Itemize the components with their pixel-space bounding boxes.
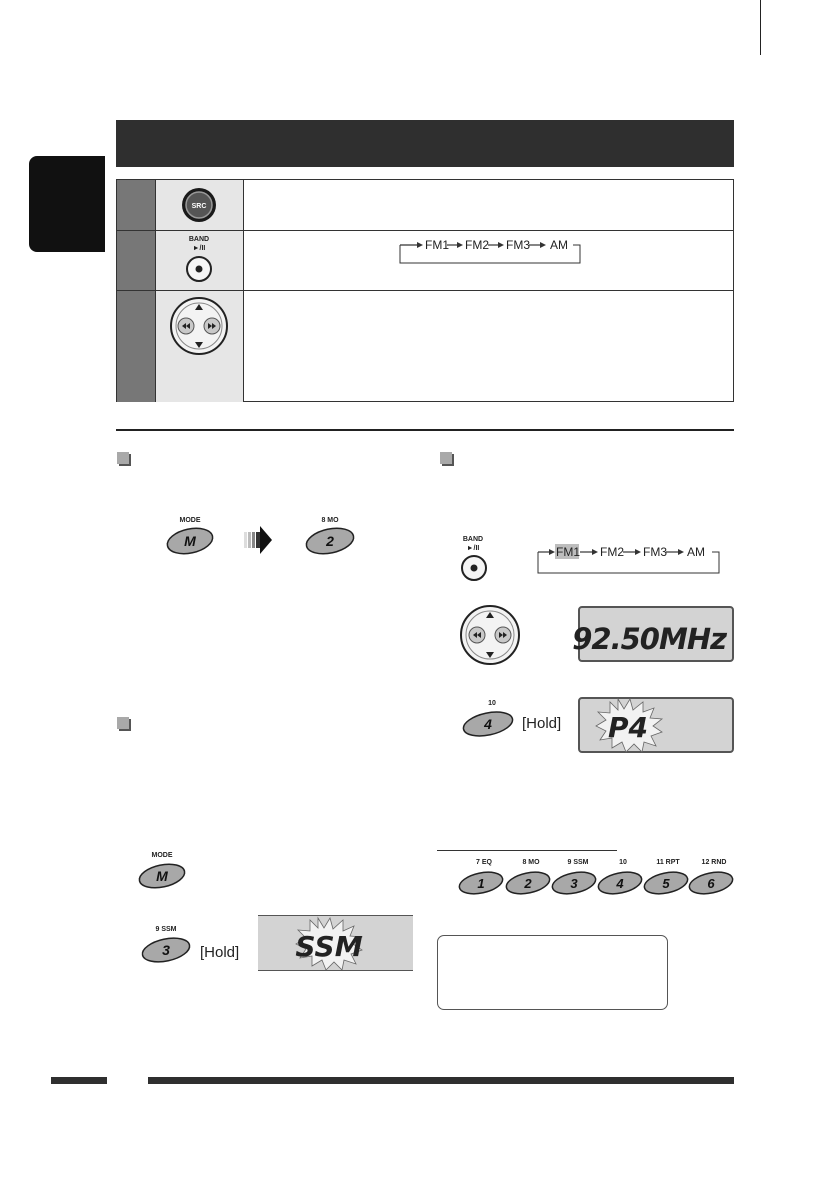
note-box [437,935,668,1010]
band-cycle-diagram-2 [535,542,725,576]
preset-3-number: 3 [570,876,578,891]
section-header-bar [116,120,734,167]
section-bullet-tune [440,452,452,464]
preset-button-5 [642,859,689,897]
preset-6-number: 6 [707,876,715,891]
preset-5-number: 5 [662,876,670,891]
mo-label: 8 MO [321,517,339,524]
section-bullet-ssm [117,717,129,729]
p4-flash-graphic [580,699,732,769]
language-tab [29,156,105,252]
mode-button-letter: M [156,868,168,884]
cut-line [760,0,761,55]
src-label: SRC [191,203,207,210]
preset-4-number: 4 [616,876,624,891]
preset-2-number: 2 [524,876,532,891]
table-row-band [117,231,733,291]
operation-table [116,179,734,402]
hold-label: [Hold] [200,944,240,961]
band-fm3: FM3 [643,545,667,559]
preset-2-number: 2 [326,533,334,549]
preset-button-4 [596,859,643,897]
preset-3-label: 9 SSM [567,859,589,866]
frequency-display-text: 92.50MHz [572,622,726,656]
icon-cell [156,180,244,230]
band-button [455,533,505,585]
play-pause-label: ►/II [466,545,480,552]
band-fm3: FM3 [506,238,530,252]
band-cycle-diagram [395,237,585,269]
p4-display-text: P4 [607,711,649,744]
ssm-display [258,915,413,971]
step-number-cell [117,291,156,402]
ssm-flash-graphic [258,916,413,970]
preset-1-number: 1 [477,876,485,891]
src-button-icon [156,180,244,230]
preset-button-3 [550,859,597,897]
band-am: AM [687,545,705,559]
band-label: BAND [188,236,210,243]
footer-bar-right [148,1077,734,1084]
band-fm1: FM1 [425,238,449,252]
control-dial-icon [458,603,522,667]
preset-4-number: 4 [484,716,492,732]
band-fm2: FM2 [465,238,489,252]
table-row-source [117,180,733,231]
section-bullet-mono [117,452,129,464]
mode-label: MODE [151,852,173,859]
mono-step-diagram [150,512,380,557]
ssm-label: 9 SSM [155,926,177,933]
frequency-display [572,606,734,662]
preset-6-label: 12 RND [701,859,727,866]
footer-bar-left [51,1077,107,1084]
preset-buttons-row [456,856,736,904]
band-fm1-highlighted: FM1 [556,545,580,559]
preset-button-2 [504,859,551,897]
mode-label: MODE [179,517,201,524]
band-am: AM [550,238,568,252]
hold-label: [Hold] [522,715,562,732]
control-dial-icon [156,291,244,361]
preset-2-label: 8 MO [522,859,540,866]
preset-1-label: 7 EQ [476,859,492,866]
step-number-cell [117,180,156,230]
preset-button-6 [687,859,734,897]
preset-display [578,697,734,753]
step-number-cell [117,231,156,290]
icon-cell [156,231,244,290]
preset-button-1 [457,859,504,897]
preset-5-label: 11 RPT [656,859,680,866]
band-fm2: FM2 [600,545,624,559]
preset-3-number: 3 [162,942,170,958]
preset-hold-step [458,697,568,745]
reference-underline [437,850,617,851]
ssm-display-text: SSM [295,930,363,963]
band-label: BAND [462,536,484,543]
section-divider [116,429,734,431]
mode-button-letter: M [184,533,196,549]
play-pause-label: ►/II [192,245,206,252]
table-row-tune [117,291,733,402]
ssm-mode-step [136,848,196,890]
icon-cell [156,291,244,402]
preset-10-label: 10 [488,700,496,707]
preset-4-label: 10 [619,859,627,866]
band-button-icon [156,231,244,289]
ssm-hold-step [136,922,246,967]
